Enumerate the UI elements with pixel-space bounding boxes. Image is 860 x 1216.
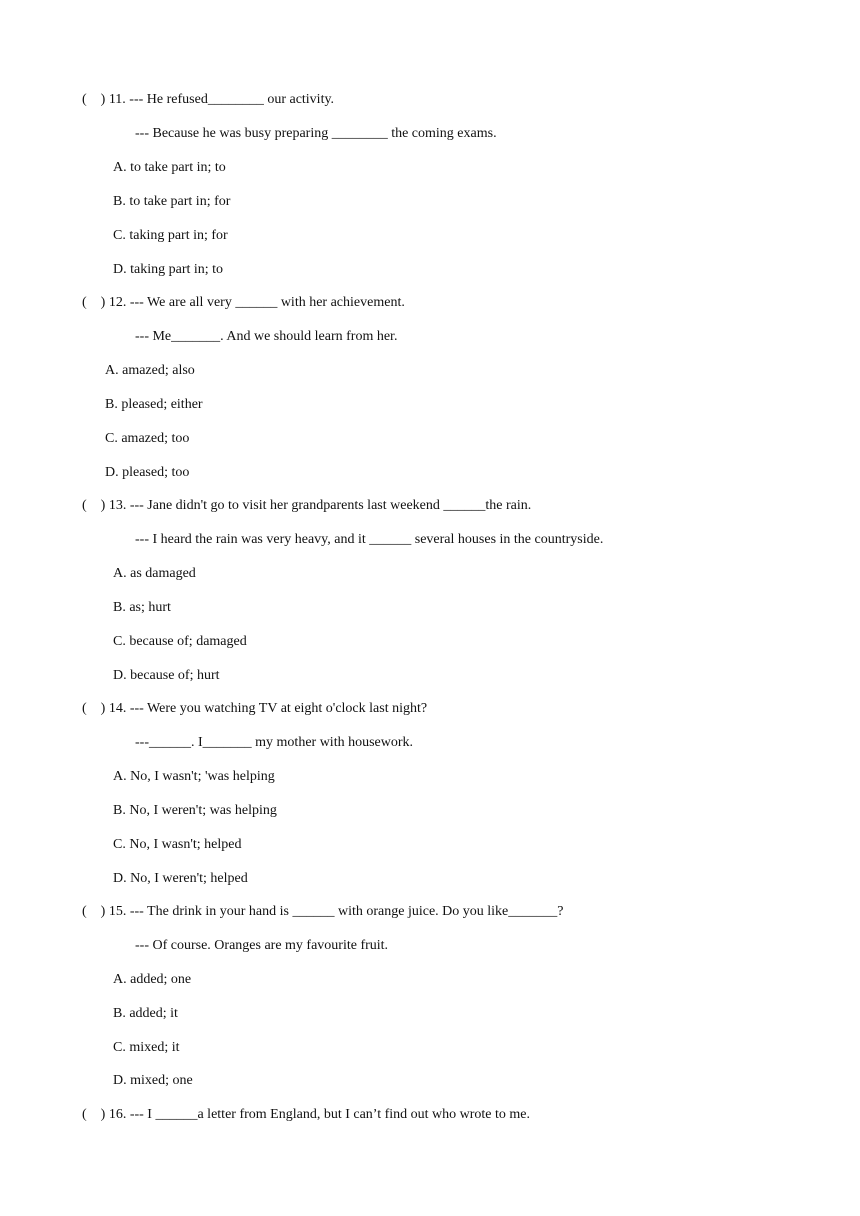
question-11-option-c: C. taking part in; for <box>113 228 228 243</box>
question-12-stem: ( ) 12. --- We are all very ______ with her achievement. <box>82 295 405 310</box>
question-14-option-c: C. No, I wasn't; helped <box>113 837 242 852</box>
question-13-option-c: C. because of; damaged <box>113 634 247 649</box>
question-14-option-d: D. No, I weren't; helped <box>113 871 248 886</box>
question-15-option-a: A. added; one <box>113 972 192 987</box>
question-16-stem: ( ) 16. --- I ______a letter from England, but I can’t find out who wrote to me. <box>82 1107 531 1122</box>
question-12-option-c: C. amazed; too <box>105 431 190 446</box>
question-12-reply: --- Me_______. And we should learn from her. <box>135 329 398 344</box>
question-11-option-b: B. to take part in; for <box>113 194 231 209</box>
question-11-option-a: A. to take part in; to <box>113 160 226 175</box>
question-11-reply: --- Because he was busy preparing ________ the coming exams. <box>135 126 497 141</box>
question-14-stem: ( ) 14. --- Were you watching TV at eight o'clock last night? <box>82 701 428 716</box>
question-15-stem: ( ) 15. --- The drink in your hand is ______ with orange juice. Do you like_______? <box>82 904 564 919</box>
question-14-reply: ---______. I_______ my mother with housework. <box>135 735 414 750</box>
question-13-stem: ( ) 13. --- Jane didn't go to visit her grandparents last weekend ______the rain. <box>82 498 532 513</box>
question-11-stem: ( ) 11. --- He refused________ our activity. <box>82 92 335 107</box>
question-15-option-b: B. added; it <box>113 1006 178 1021</box>
question-15-option-c: C. mixed; it <box>113 1040 180 1055</box>
question-12-option-b: B. pleased; either <box>105 397 203 412</box>
question-13-reply: --- I heard the rain was very heavy, and it ______ several houses in the countryside. <box>135 532 604 547</box>
question-14-option-a: A. No, I wasn't; 'was helping <box>113 769 275 784</box>
question-11-option-d: D. taking part in; to <box>113 262 224 277</box>
question-13-option-a: A. as damaged <box>113 566 196 581</box>
question-15-reply: --- Of course. Oranges are my favourite fruit. <box>135 938 389 953</box>
question-13-option-b: B. as; hurt <box>113 600 171 615</box>
question-12-option-a: A. amazed; also <box>105 363 195 378</box>
question-14-option-b: B. No, I weren't; was helping <box>113 803 277 818</box>
question-13-option-d: D. because of; hurt <box>113 668 220 683</box>
question-15-option-d: D. mixed; one <box>113 1073 193 1088</box>
question-12-option-d: D. pleased; too <box>105 465 190 480</box>
